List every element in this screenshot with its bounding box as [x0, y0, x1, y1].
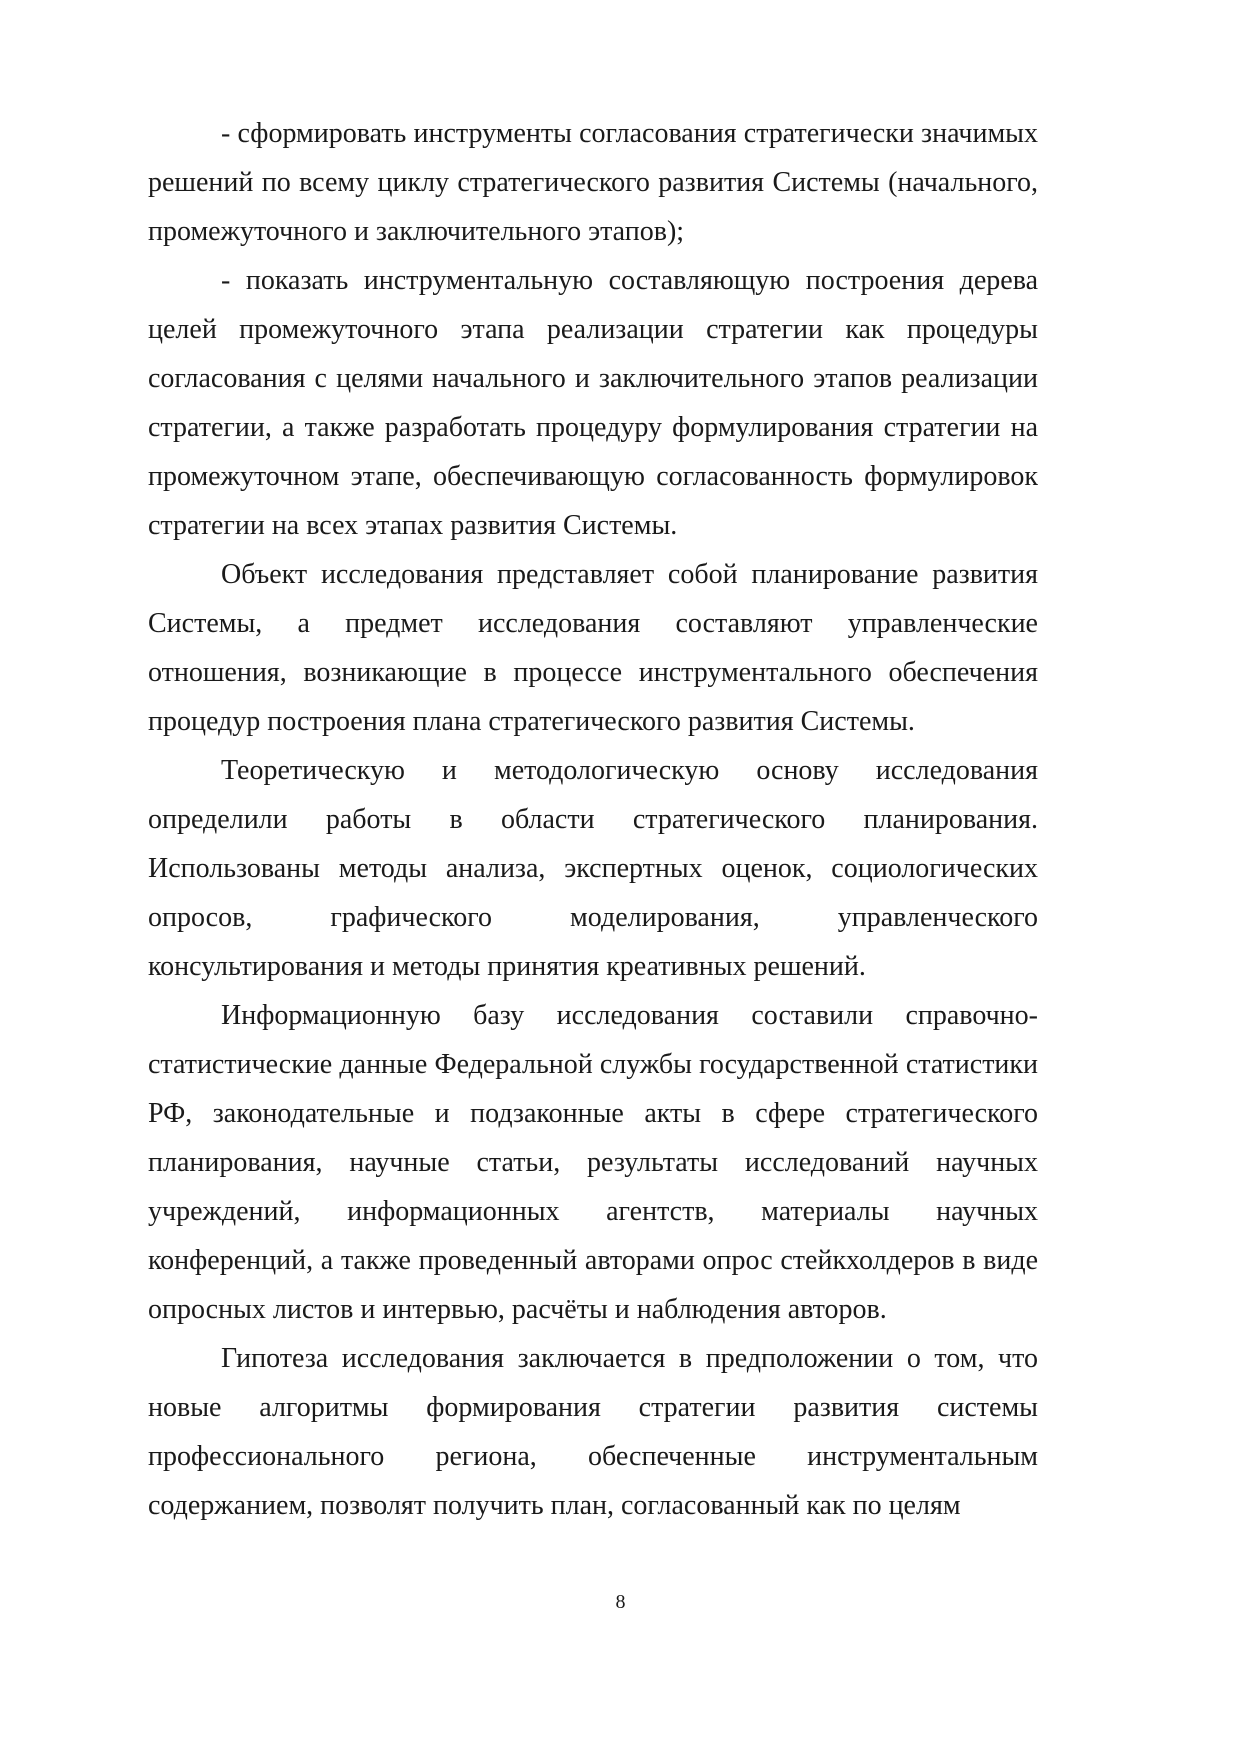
paragraph-list-item-2: - показать инструментальную составляющую построения дерева целей промежуточного этапа реализации стратегии как процедуры согласования с целями начального и заключительного этапов реализации стратегии, а также разработать процедуру формулирования стратегии на промежуточном этапе, обеспечивающую согласованность формулировок стратегии на всех этапах развития Системы. [148, 265, 1038, 541]
page-number: 8 [615, 1591, 626, 1613]
paragraph-hypothesis: Гипотеза исследования заключается в предположении о том, что новые алгоритмы формирования стратегии развития системы профессионального региона, обеспеченные инструментальным содержанием, позволят получить план, согласованный как по целям [148, 1343, 1038, 1521]
paragraph-research-object: Объект исследования представляет собой планирование развития Системы, а предмет исследования составляют управленческие отношения, возникающие в процессе инструментального обеспечения процедур построения плана стратегического развития Системы. [148, 559, 1038, 737]
paragraph-list-item-1: - сформировать инструменты согласования стратегически значимых решений по всему циклу стратегического развития Системы (начального, промежуточного и заключительного этапов); [148, 118, 1038, 247]
paragraph-information-base: Информационную базу исследования составили справочно-статистические данные Федеральной службы государственной статистики РФ, законодательные и подзаконные акты в сфере стратегического планирования, научные статьи, результаты исследований научных учреждений, информационных агентств, материалы научных конференций, а также проведенный авторами опрос стейкхолдеров в виде опросных листов и интервью, расчёты и наблюдения авторов. [148, 1000, 1038, 1325]
body-text [148, 109, 1038, 1530]
paragraph-methodology: Теоретическую и методологическую основу исследования определили работы в области стратегического планирования. Использованы методы анализа, экспертных оценок, социологических опросов, графического моделирования, управленческого консультирования и методы принятия креативных решений. [148, 755, 1038, 982]
